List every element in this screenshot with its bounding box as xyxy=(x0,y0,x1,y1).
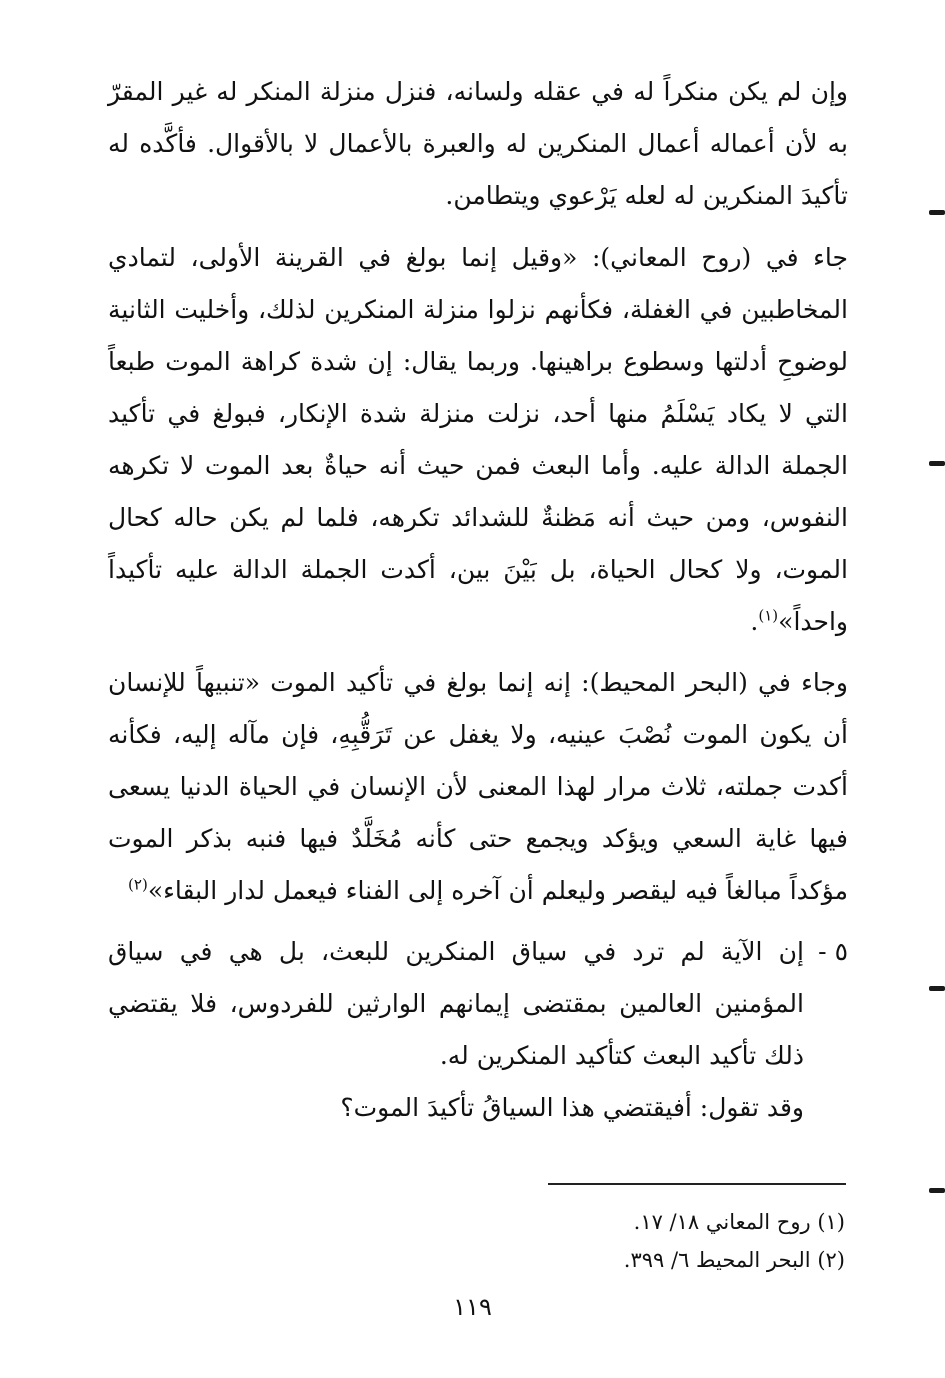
point-5-text: إن الآية لم ترد في سياق المنكرين للبعث، بل هي في سياق المؤمنين العالمين بمقتضى إيمانهم الوارثين للفردوس، فلا يقتضي ذلك تأكيد البعث كتأكيد المنكرين له. xyxy=(108,937,804,1070)
paragraph-2-text: جاء في (روح المعاني): «وقيل إنما بولغ في القرينة الأولى، لتمادي المخاطبين في الغفلة، فكأنهم نزلوا منزلة المنكرين لذلك، وأخليت الثانية لوضوحِ أدلتها وسطوع براهينها. وربما يقال: إن شدة كراهة الموت طبعاً التي لا يكاد يَسْلَمُ منها أحد، نزلت منزلة شدة الإنكار، فبولغ في تأكيد الجملة الدالة عليه. وأما البعث فمن حيث أنه حياةٌ بعد الموت لا تكرهه النفوس، ومن حيث أنه مَظنةٌ للشدائد تكرهه، فلما لم يكن حاله كحال الموت، ولا كحال الحياة، بل بَيْنَ بين، أكدت الجملة الدالة عليه تأكيداً واحداً» xyxy=(108,243,848,636)
paragraph-3-text: وجاء في (البحر المحيط): إنه إنما بولغ في تأكيد الموت «تنبيهاً للإنسان أن يكون الموت نُصْبَ عينيه، ولا يغفل عن تَرَقُّبِهِ، فإن مآله إليه، فكأنه أكدت جملته، ثلاث مرار لهذا المعنى لأن الإنسان في الحياة الدنيا يسعى فيها غاية السعي ويؤكد ويجمع حتى كأنه مُخَلَّدٌ فيها فنبه بذكر الموت مؤكداً مبالغاً فيه ليقصر وليعلم أن آخره إلى الفناء فيعمل لدار البقاء» xyxy=(108,668,848,905)
margin-tick-mark xyxy=(929,210,945,215)
page-number: ١١٩ xyxy=(453,1293,492,1321)
paragraph-1-text: وإن لم يكن منكراً له في عقله ولسانه، فنزل منزلة المنكر له غير المقرّ به لأن أعماله أعمال المنكرين له والعبرة بالأعمال لا بالأقوال. فأكَّده له تأكيدَ المنكرين له لعله يَرْعوي ويتطامن. xyxy=(108,77,848,210)
paragraph-1 xyxy=(108,66,848,222)
paragraph-3-quote-al-bahr-al-muhit xyxy=(108,657,848,917)
margin-tick-mark xyxy=(929,986,945,991)
paragraph-2-tail: . xyxy=(750,607,759,636)
point-number: ٥ - xyxy=(818,937,848,966)
numbered-point-5 xyxy=(108,926,848,1082)
question-line: وقد تقول: أفيقتضي هذا السياقُ تأكيدَ الموت؟ xyxy=(340,1093,804,1122)
footnote-ref-1[interactable]: (١) xyxy=(758,606,779,625)
paragraph-2-quote-ruh-al-maani xyxy=(108,232,848,648)
footnotes xyxy=(245,1203,845,1279)
margin-tick-mark xyxy=(929,461,945,466)
footnote-ref-2[interactable]: (٢) xyxy=(128,875,148,894)
footnote-2: (٢) البحر المحيط ٦/ ٣٩٩. xyxy=(623,1248,845,1272)
footnote-1: (١) روح المعاني ١٨/ ١٧. xyxy=(633,1210,845,1234)
page-body xyxy=(108,66,848,1134)
margin-tick-mark xyxy=(929,1188,945,1193)
footnote-divider xyxy=(548,1183,846,1185)
